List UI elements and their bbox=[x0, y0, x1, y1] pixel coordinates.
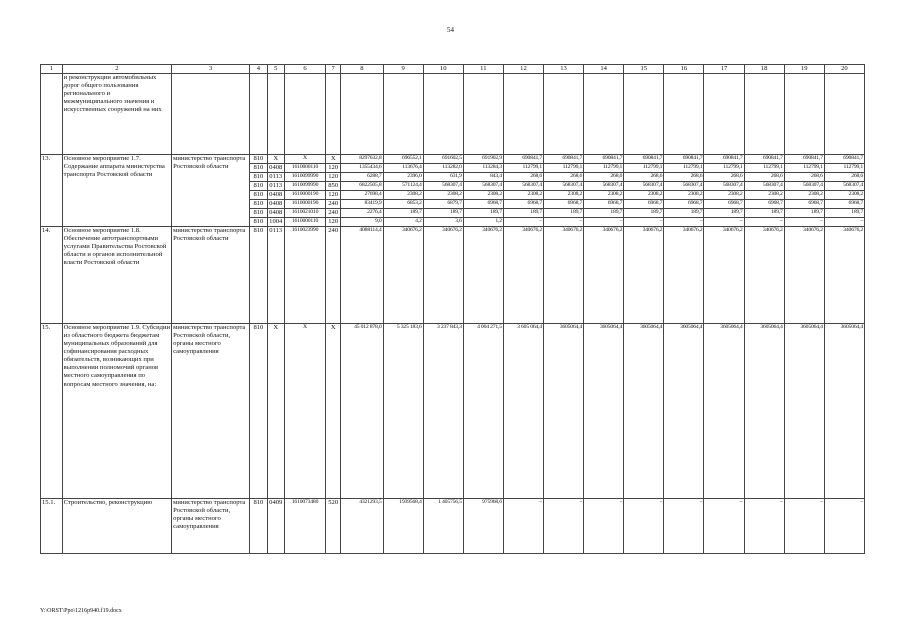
table-row bbox=[41, 74, 865, 155]
value-cell: 6968,7 bbox=[784, 200, 824, 209]
value-cell: 268,6 bbox=[824, 173, 864, 182]
value-cell: 1610023990 bbox=[284, 227, 325, 324]
header-row bbox=[41, 65, 865, 74]
column-number: 18 bbox=[744, 65, 784, 74]
value-cell: 1,2 bbox=[463, 218, 503, 227]
value-cell: 112799,1 bbox=[584, 164, 624, 173]
empty-cell bbox=[341, 74, 383, 155]
row-number: 14. bbox=[41, 227, 63, 324]
value-cell: 4 004 271,5 bbox=[463, 324, 503, 499]
value-cell: 112799,1 bbox=[744, 164, 784, 173]
value-cell: 810 bbox=[250, 227, 267, 324]
row-number: 13. bbox=[41, 155, 63, 227]
value-cell: 975968,6 bbox=[463, 499, 503, 554]
value-cell: 120 bbox=[326, 173, 341, 182]
value-cell: 6822505,8 bbox=[341, 182, 383, 191]
value-cell: Х bbox=[284, 155, 325, 164]
row-number bbox=[41, 74, 63, 155]
value-cell: 340676,2 bbox=[503, 227, 543, 324]
value-cell: 189,7 bbox=[544, 209, 584, 218]
value-cell: 568307,4 bbox=[664, 182, 704, 191]
value-cell: 1610021010 bbox=[284, 209, 325, 218]
value-cell: 340676,2 bbox=[704, 227, 744, 324]
value-cell: 690841,7 bbox=[624, 155, 664, 164]
empty-cell bbox=[284, 74, 325, 155]
value-cell: 340676,2 bbox=[824, 227, 864, 324]
value-cell: 8297632,8 bbox=[341, 155, 383, 164]
value-cell: 520 bbox=[326, 499, 341, 554]
value-cell: 1610000110 bbox=[284, 218, 325, 227]
value-cell: 810 bbox=[250, 191, 267, 200]
value-cell: – bbox=[704, 499, 744, 554]
value-cell: 850 bbox=[326, 182, 341, 191]
value-cell: 120 bbox=[326, 218, 341, 227]
value-cell: 2308,2 bbox=[744, 191, 784, 200]
value-cell: 3605064,4 bbox=[784, 324, 824, 499]
value-cell: 6968,7 bbox=[744, 200, 784, 209]
value-cell: – bbox=[624, 218, 664, 227]
value-cell: 268,6 bbox=[544, 173, 584, 182]
value-cell: 690841,7 bbox=[503, 155, 543, 164]
empty-cell bbox=[172, 74, 250, 155]
table-row bbox=[41, 499, 865, 554]
value-cell: 112799,1 bbox=[784, 164, 824, 173]
column-number: 2 bbox=[62, 65, 172, 74]
value-cell: 268,6 bbox=[624, 173, 664, 182]
value-cell: 3,6 bbox=[423, 218, 463, 227]
value-cell: 27698,4 bbox=[341, 191, 383, 200]
executor: министерство транспорта Ростовской области, органы местного самоуправления bbox=[172, 324, 250, 499]
value-cell: 6968,7 bbox=[544, 200, 584, 209]
value-cell: 690841,7 bbox=[824, 155, 864, 164]
value-cell: 690841,7 bbox=[584, 155, 624, 164]
value-cell: 2308,2 bbox=[784, 191, 824, 200]
column-number: 12 bbox=[503, 65, 543, 74]
value-cell: 690841,7 bbox=[744, 155, 784, 164]
value-cell: 843,4 bbox=[463, 173, 503, 182]
activity-name: Основное мероприятие 1.8. Обеспечение автотранспортными услугами Правительства Ростовской области и органов исполнительной власти Ростовской области bbox=[62, 227, 172, 324]
value-cell: 240 bbox=[326, 209, 341, 218]
empty-cell bbox=[824, 74, 864, 155]
value-cell: 1355434,6 bbox=[341, 164, 383, 173]
value-cell: 45 012 878,0 bbox=[341, 324, 383, 499]
value-cell: 2308,2 bbox=[824, 191, 864, 200]
value-cell: 0113 bbox=[267, 227, 284, 324]
value-cell: 568307,4 bbox=[544, 182, 584, 191]
value-cell: 1610099990 bbox=[284, 182, 325, 191]
activity-name: Основное мероприятие 1.7. Содержание аппарата министерства транспорта Ростовской области bbox=[62, 155, 172, 227]
value-cell: 810 bbox=[250, 218, 267, 227]
value-cell: 120 bbox=[326, 191, 341, 200]
value-cell: 568307,4 bbox=[704, 182, 744, 191]
value-cell: 6968,7 bbox=[584, 200, 624, 209]
value-cell: 631,9 bbox=[423, 173, 463, 182]
value-cell: 189,7 bbox=[744, 209, 784, 218]
value-cell: 340676,2 bbox=[784, 227, 824, 324]
empty-cell bbox=[267, 74, 284, 155]
column-number: 17 bbox=[704, 65, 744, 74]
value-cell: 2308,2 bbox=[423, 191, 463, 200]
value-cell: 3 237 843,3 bbox=[423, 324, 463, 499]
empty-cell bbox=[423, 74, 463, 155]
value-cell: Х bbox=[284, 324, 325, 499]
empty-cell bbox=[704, 74, 744, 155]
executor: министерство транспорта Ростовской области, органы местного самоуправления bbox=[172, 499, 250, 554]
value-cell: 2308,2 bbox=[503, 191, 543, 200]
value-cell: – bbox=[664, 218, 704, 227]
value-cell: 0408 bbox=[267, 209, 284, 218]
value-cell: 1610000110 bbox=[284, 164, 325, 173]
column-number: 1 bbox=[41, 65, 63, 74]
table-row bbox=[41, 155, 865, 164]
empty-cell bbox=[744, 74, 784, 155]
value-cell: 568307,4 bbox=[503, 182, 543, 191]
empty-cell bbox=[624, 74, 664, 155]
value-cell: – bbox=[824, 218, 864, 227]
table-row bbox=[41, 227, 865, 324]
value-cell: 810 bbox=[250, 499, 267, 554]
value-cell: – bbox=[544, 499, 584, 554]
empty-cell bbox=[664, 74, 704, 155]
value-cell: 3605064,4 bbox=[664, 324, 704, 499]
value-cell: 1610073480 bbox=[284, 499, 325, 554]
value-cell: – bbox=[744, 499, 784, 554]
value-cell: 3605064,4 bbox=[744, 324, 784, 499]
column-number: 9 bbox=[383, 65, 423, 74]
value-cell: – bbox=[744, 218, 784, 227]
budget-table bbox=[40, 64, 865, 554]
page-number: 54 bbox=[447, 26, 454, 34]
value-cell: 189,7 bbox=[784, 209, 824, 218]
value-cell: 810 bbox=[250, 182, 267, 191]
value-cell: Х bbox=[267, 324, 284, 499]
value-cell: 568307,4 bbox=[584, 182, 624, 191]
value-cell: 2308,2 bbox=[704, 191, 744, 200]
value-cell: 268,6 bbox=[664, 173, 704, 182]
value-cell: 340676,2 bbox=[463, 227, 503, 324]
column-number: 14 bbox=[584, 65, 624, 74]
table-row bbox=[41, 324, 865, 499]
value-cell: 568307,4 bbox=[624, 182, 664, 191]
value-cell: 113284,3 bbox=[463, 164, 503, 173]
value-cell: 340676,2 bbox=[544, 227, 584, 324]
value-cell: 113676,4 bbox=[383, 164, 423, 173]
value-cell: 0113 bbox=[267, 173, 284, 182]
value-cell: 571124,4 bbox=[383, 182, 423, 191]
value-cell: 6968,7 bbox=[664, 200, 704, 209]
empty-cell bbox=[784, 74, 824, 155]
value-cell: – bbox=[544, 218, 584, 227]
value-cell: 3605064,4 bbox=[544, 324, 584, 499]
value-cell: 112799,1 bbox=[704, 164, 744, 173]
value-cell: 189,7 bbox=[824, 209, 864, 218]
value-cell: 340676,2 bbox=[383, 227, 423, 324]
value-cell: 340676,2 bbox=[624, 227, 664, 324]
value-cell: 6968,7 bbox=[463, 200, 503, 209]
activity-name: Строительство, реконструкцию bbox=[62, 499, 172, 554]
value-cell: 189,7 bbox=[503, 209, 543, 218]
executor: министерство транспорта Ростовской области bbox=[172, 227, 250, 324]
column-number: 5 bbox=[267, 65, 284, 74]
value-cell: 268,6 bbox=[503, 173, 543, 182]
column-number: 20 bbox=[824, 65, 864, 74]
table-body bbox=[41, 65, 865, 554]
value-cell: 189,7 bbox=[624, 209, 664, 218]
value-cell: 0113 bbox=[267, 182, 284, 191]
value-cell: 189,7 bbox=[383, 209, 423, 218]
column-number: 10 bbox=[423, 65, 463, 74]
column-number: 19 bbox=[784, 65, 824, 74]
value-cell: 2276,4 bbox=[341, 209, 383, 218]
value-cell: – bbox=[664, 499, 704, 554]
value-cell: 690841,7 bbox=[704, 155, 744, 164]
value-cell: 690841,7 bbox=[544, 155, 584, 164]
value-cell: 1939568,4 bbox=[383, 499, 423, 554]
value-cell: 6288,7 bbox=[341, 173, 383, 182]
row-number: 15.1. bbox=[41, 499, 63, 554]
value-cell: 189,7 bbox=[423, 209, 463, 218]
value-cell: – bbox=[503, 218, 543, 227]
activity-name: Основное мероприятие 1.9. Субсидии из областного бюджета бюджетам муниципальных образований для софинансирования расходных обязательств, возникающих при выполнении полномочий органов местного самоуправления по вопросам местного значения, на: bbox=[62, 324, 172, 499]
value-cell: 568307,4 bbox=[824, 182, 864, 191]
empty-cell bbox=[383, 74, 423, 155]
value-cell: 3 605 064,4 bbox=[503, 324, 543, 499]
value-cell: 6968,7 bbox=[704, 200, 744, 209]
column-number: 3 bbox=[172, 65, 250, 74]
value-cell: 810 bbox=[250, 164, 267, 173]
value-cell: 2308,2 bbox=[584, 191, 624, 200]
value-cell: 240 bbox=[326, 227, 341, 324]
value-cell: 120 bbox=[326, 164, 341, 173]
value-cell: 268,6 bbox=[584, 173, 624, 182]
column-number: 8 bbox=[341, 65, 383, 74]
value-cell: Х bbox=[326, 155, 341, 164]
value-cell: 4321293,5 bbox=[341, 499, 383, 554]
value-cell: 2308,2 bbox=[664, 191, 704, 200]
value-cell: 810 bbox=[250, 200, 267, 209]
column-number: 13 bbox=[544, 65, 584, 74]
value-cell: 0409 bbox=[267, 499, 284, 554]
value-cell: 112799,1 bbox=[664, 164, 704, 173]
value-cell: 691602,5 bbox=[423, 155, 463, 164]
value-cell: 4,2 bbox=[383, 218, 423, 227]
value-cell: 0408 bbox=[267, 200, 284, 209]
value-cell: 340676,2 bbox=[584, 227, 624, 324]
value-cell: – bbox=[784, 499, 824, 554]
value-cell: 810 bbox=[250, 155, 267, 164]
executor: министерство транспорта Ростовской области bbox=[172, 155, 250, 227]
value-cell: 568307,4 bbox=[744, 182, 784, 191]
value-cell: 2308,2 bbox=[383, 191, 423, 200]
empty-cell bbox=[503, 74, 543, 155]
column-number: 4 bbox=[250, 65, 267, 74]
value-cell: 6853,2 bbox=[383, 200, 423, 209]
value-cell: – bbox=[503, 499, 543, 554]
value-cell: 6879,7 bbox=[423, 200, 463, 209]
column-number: 15 bbox=[624, 65, 664, 74]
value-cell: – bbox=[824, 499, 864, 554]
value-cell: 1610000190 bbox=[284, 200, 325, 209]
value-cell: 810 bbox=[250, 324, 267, 499]
value-cell: 189,7 bbox=[704, 209, 744, 218]
value-cell: 189,7 bbox=[584, 209, 624, 218]
row-number: 15. bbox=[41, 324, 63, 499]
value-cell: 189,7 bbox=[664, 209, 704, 218]
value-cell: 690841,7 bbox=[664, 155, 704, 164]
value-cell: 268,6 bbox=[704, 173, 744, 182]
value-cell: – bbox=[784, 218, 824, 227]
value-cell: 6968,7 bbox=[624, 200, 664, 209]
value-cell: 6968,7 bbox=[824, 200, 864, 209]
value-cell: 112799,1 bbox=[624, 164, 664, 173]
value-cell: 1 405756,5 bbox=[423, 499, 463, 554]
value-cell: 568307,4 bbox=[784, 182, 824, 191]
empty-cell bbox=[463, 74, 503, 155]
value-cell: 810 bbox=[250, 173, 267, 182]
empty-cell bbox=[584, 74, 624, 155]
activity-name: и реконструкции автомобильных дорог общего пользования регионального и межмуниципального значения и искусственных сооружений на них bbox=[62, 74, 172, 155]
column-number: 6 bbox=[284, 65, 325, 74]
value-cell: 112799,1 bbox=[824, 164, 864, 173]
value-cell: 189,7 bbox=[463, 209, 503, 218]
value-cell: 1610099990 bbox=[284, 173, 325, 182]
empty-cell bbox=[544, 74, 584, 155]
value-cell: 691902,9 bbox=[463, 155, 503, 164]
value-cell: 112799,1 bbox=[544, 164, 584, 173]
value-cell: 5 325 183,6 bbox=[383, 324, 423, 499]
value-cell: 3605064,4 bbox=[824, 324, 864, 499]
value-cell: 240 bbox=[326, 200, 341, 209]
value-cell: 3605064,4 bbox=[704, 324, 744, 499]
value-cell: 690841,7 bbox=[784, 155, 824, 164]
empty-cell bbox=[250, 74, 267, 155]
value-cell: 340676,2 bbox=[423, 227, 463, 324]
value-cell: 9,0 bbox=[341, 218, 383, 227]
value-cell: – bbox=[584, 218, 624, 227]
value-cell: 112799,1 bbox=[503, 164, 543, 173]
column-number: 7 bbox=[326, 65, 341, 74]
value-cell: 2308,2 bbox=[463, 191, 503, 200]
value-cell: 810 bbox=[250, 209, 267, 218]
value-cell: 268,6 bbox=[784, 173, 824, 182]
value-cell: 1610000190 bbox=[284, 191, 325, 200]
value-cell: 340676,2 bbox=[744, 227, 784, 324]
value-cell: 113282,0 bbox=[423, 164, 463, 173]
value-cell: 0408 bbox=[267, 191, 284, 200]
value-cell: 3605064,4 bbox=[584, 324, 624, 499]
value-cell: 83419,9 bbox=[341, 200, 383, 209]
file-path-footer: Y:\ORST\Ppo\1216p940.f19.docx bbox=[40, 608, 122, 614]
value-cell: – bbox=[704, 218, 744, 227]
empty-cell bbox=[326, 74, 341, 155]
value-cell: 2308,2 bbox=[624, 191, 664, 200]
value-cell: 3605064,4 bbox=[624, 324, 664, 499]
value-cell: – bbox=[624, 499, 664, 554]
value-cell: – bbox=[584, 499, 624, 554]
value-cell: 340676,2 bbox=[664, 227, 704, 324]
value-cell: 2308,2 bbox=[544, 191, 584, 200]
value-cell: 4088114,4 bbox=[341, 227, 383, 324]
column-number: 11 bbox=[463, 65, 503, 74]
value-cell: 0408 bbox=[267, 164, 284, 173]
value-cell: 1004 bbox=[267, 218, 284, 227]
value-cell: 568307,4 bbox=[463, 182, 503, 191]
value-cell: Х bbox=[267, 155, 284, 164]
value-cell: 568307,4 bbox=[423, 182, 463, 191]
value-cell: 6968,7 bbox=[503, 200, 543, 209]
column-number: 16 bbox=[664, 65, 704, 74]
value-cell: 696552,1 bbox=[383, 155, 423, 164]
value-cell: Х bbox=[326, 324, 341, 499]
value-cell: 268,6 bbox=[744, 173, 784, 182]
value-cell: 2396,0 bbox=[383, 173, 423, 182]
